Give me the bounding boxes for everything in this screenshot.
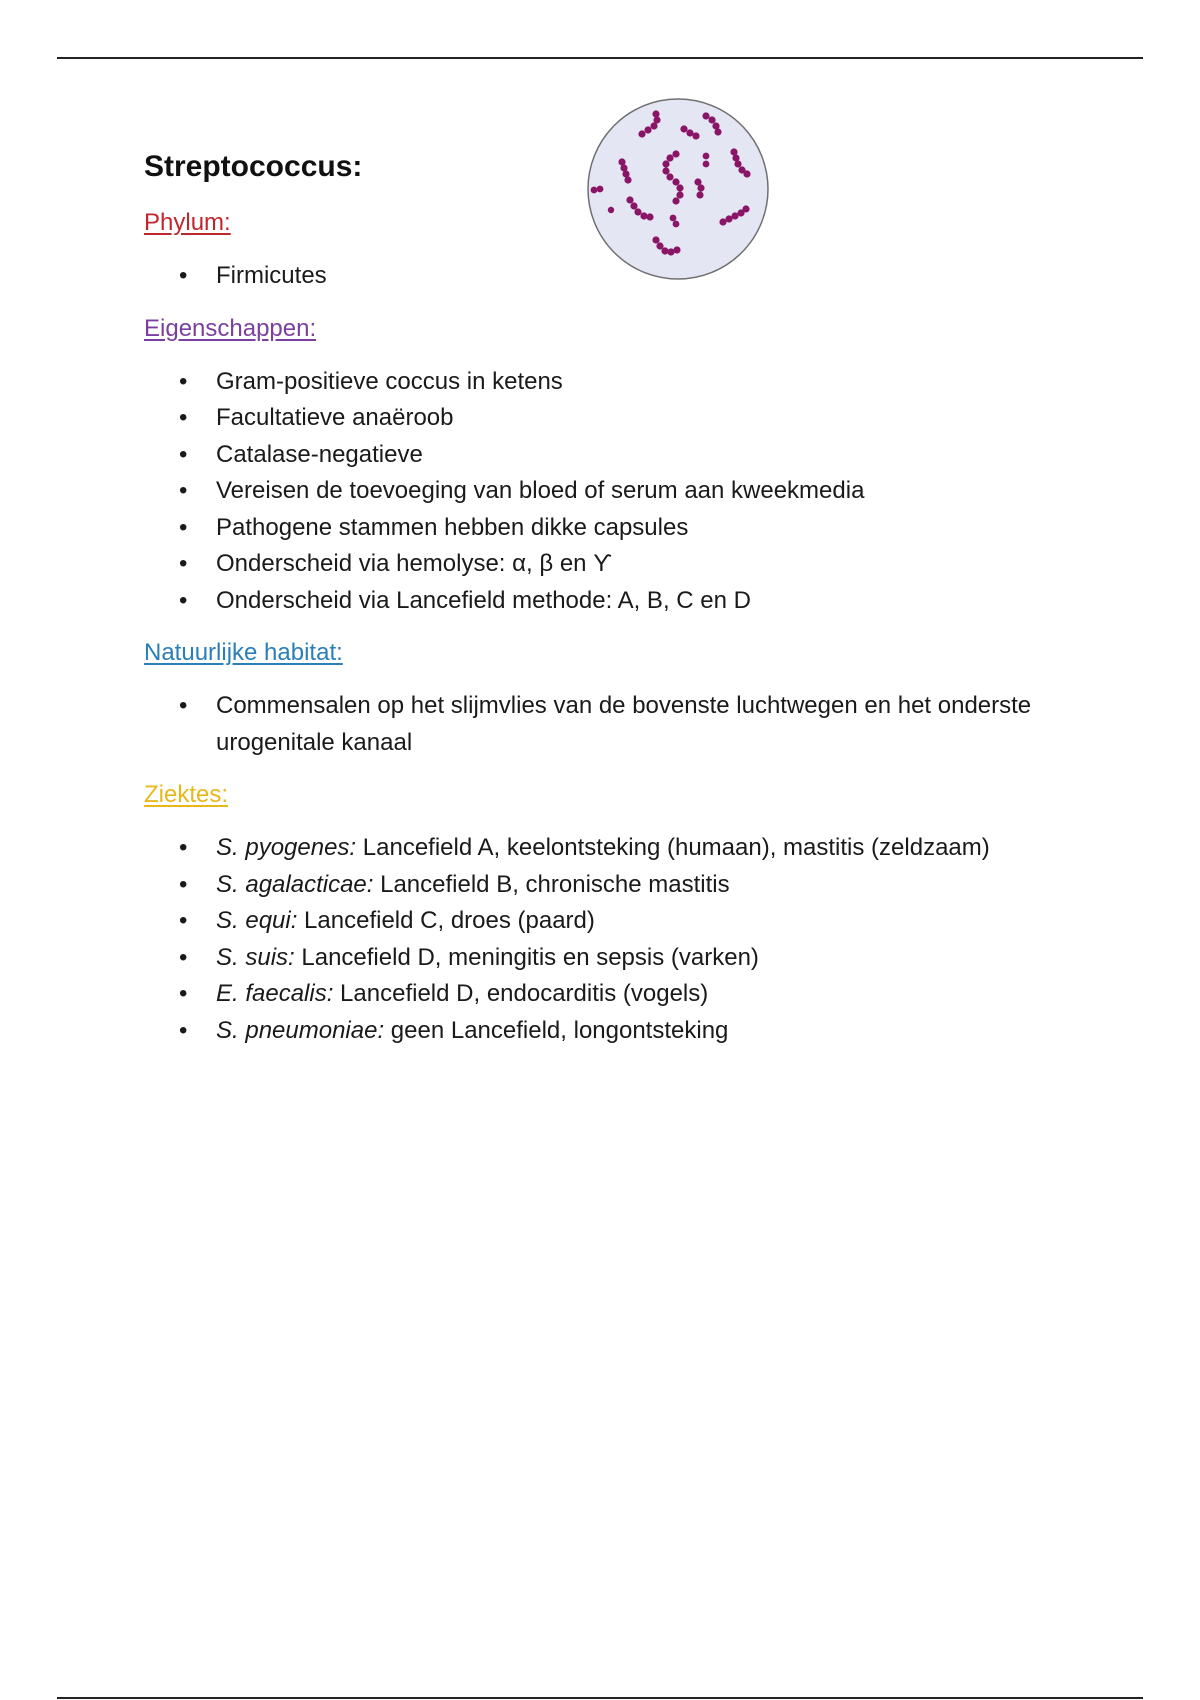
species-name: S. agalacticae: [216,870,374,898]
list-item [144,1013,1084,1050]
phylum-list [144,258,1084,295]
eigenschappen-heading: Eigenschappen: [144,314,317,342]
disease-text: geen Lancefield, longontsteking [384,1016,729,1044]
species-name: S. suis: [216,943,295,971]
header-rule [57,57,1143,59]
species-name: S. pyogenes: [216,834,357,861]
list-item [144,976,1084,1013]
ziektes-heading: Ziektes: [144,781,229,808]
species-name: S. equi: [216,907,298,934]
disease-text: Lancefield D, meningitis en sepsis (varken) [294,943,759,971]
eigenschappen-list [144,364,1084,620]
list-item [144,830,1084,867]
habitat-list [144,688,1084,761]
list-item: • Pathogene stammen hebben dikke capsules [144,510,1084,547]
disease-text: Lancefield A, keelontsteking (humaan), mastitis (zeldzaam) [356,834,990,861]
ziektes-list [144,830,1084,1049]
disease-text: Lancefield D, endocarditis (vogels) [333,980,709,1007]
document-content [144,148,1084,1068]
disease-text: Lancefield B, chronische mastitis [373,870,730,898]
list-item: • Onderscheid via hemolyse: α, β en ϒ [144,546,1084,583]
list-item: • Facultatieve anaëroob [144,400,1084,437]
list-item [144,903,1084,940]
list-item: • Vereisen de toevoeging van bloed of serum aan kweekmedia [144,473,1084,510]
list-item: • Firmicutes [144,258,1084,295]
list-item: • Onderscheid via Lancefield methode: A, B, C en D [144,583,1084,620]
list-item [144,940,1084,977]
list-item [144,867,1084,904]
species-name: E. faecalis: [216,980,334,1007]
species-name: S. pneumoniae: [216,1016,385,1044]
list-item: • Commensalen op het slijmvlies van de bovenste luchtwegen en het onderste urogenitale kanaal [144,688,1084,761]
phylum-heading: Phylum: [144,209,231,236]
footer-rule [57,1697,1143,1699]
habitat-heading: Natuurlijke habitat: [144,639,343,666]
disease-text: Lancefield C, droes (paard) [297,907,595,934]
page-title: Streptococcus: [144,150,363,183]
list-item: • Gram-positieve coccus in ketens [144,364,1084,401]
list-item: • Catalase-negatieve [144,437,1084,474]
